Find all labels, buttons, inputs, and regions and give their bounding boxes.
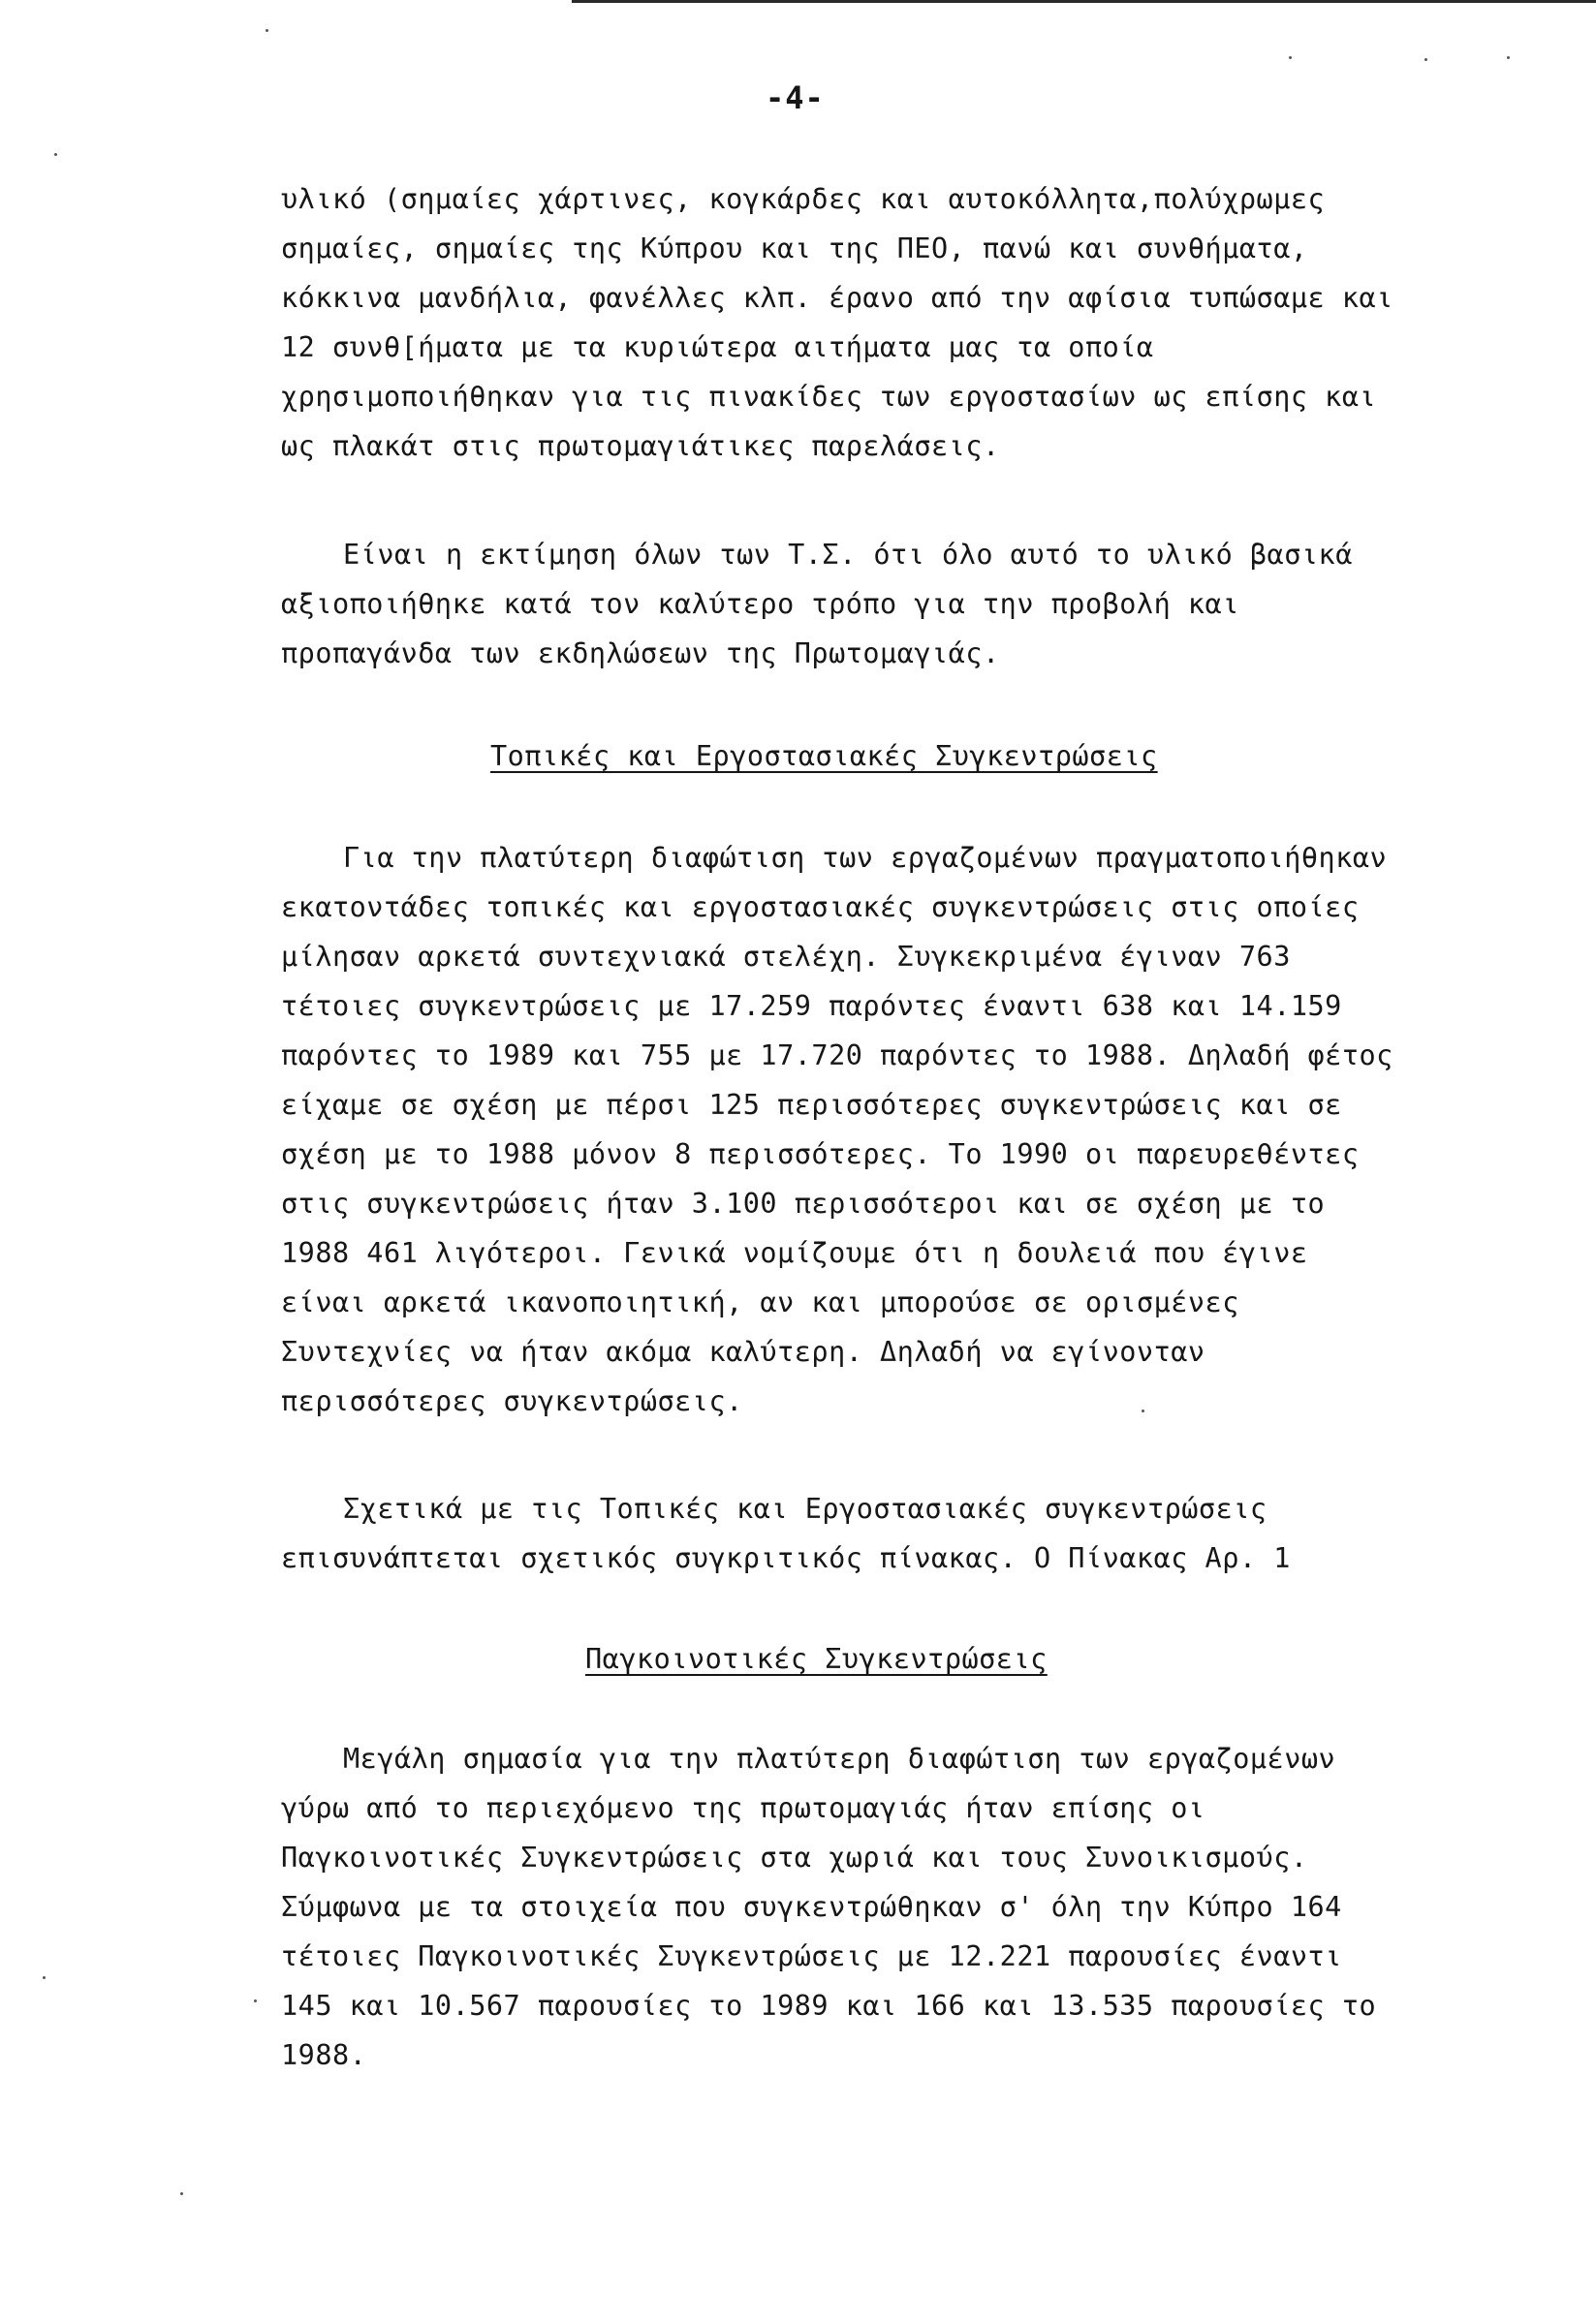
text-line: Συντεχνίες να ήταν ακόμα καλύτερη. Δηλαδή να εγίνονταν: [281, 1336, 1205, 1368]
scan-speck: [266, 29, 268, 32]
text-line: υλικό (σημαίες χάρτινες, κογκάρδες και αυτοκόλλητα,πολύχρωμες: [281, 183, 1326, 215]
top-edge-rule: [572, 0, 1596, 3]
page-number: -4-: [766, 79, 825, 116]
section-heading-local-factory-gatherings: Τοπικές και Εργοστασιακές Συγκεντρώσεις: [490, 740, 1158, 772]
text-line: Σύμφωνα με τα στοιχεία που συγκεντρώθηκαν σ' όλη την Κύπρο 164: [281, 1891, 1342, 1923]
text-line: στις συγκεντρώσεις ήταν 3.100 περισσότεροι και σε σχέση με το: [281, 1188, 1326, 1220]
scan-speck: [1424, 58, 1427, 61]
text-line: 1988.: [281, 2039, 367, 2071]
text-line: Παγκοινοτικές Συγκεντρώσεις στα χωριά και τους Συνοικισμούς.: [281, 1842, 1308, 1874]
scan-speck: [43, 1976, 46, 1979]
text-line: 145 και 10.567 παρουσίες το 1989 και 166 και 13.535 παρουσίες το: [281, 1990, 1377, 2022]
scan-speck: [54, 153, 57, 156]
section-heading-community-gatherings: Παγκοινοτικές Συγκεντρώσεις: [585, 1643, 1048, 1675]
scan-speck: [1507, 56, 1510, 59]
text-line: κόκκινα μανδήλια, φανέλλες κλπ. έρανο από την αφίσια τυπώσαμε και: [281, 282, 1393, 314]
text-line: Είναι η εκτίμηση όλων των Τ.Σ. ότι όλο αυτό το υλικό βασικά: [343, 539, 1353, 571]
text-line: τέτοιες Παγκοινοτικές Συγκεντρώσεις με 12.221 παρουσίες έναντι: [281, 1940, 1342, 1972]
text-line: Μεγάλη σημασία για την πλατύτερη διαφώτιση των εργαζομένων: [343, 1743, 1336, 1775]
text-line: είναι αρκετά ικανοποιητική, αν και μπορούσε σε ορισμένες: [281, 1286, 1239, 1318]
scan-speck: [180, 2192, 183, 2195]
text-line: γύρω από το περιεχόμενο της πρωτομαγιάς ήταν επίσης οι: [281, 1792, 1205, 1824]
text-line: περισσότερες συγκεντρώσεις.: [281, 1385, 743, 1417]
text-line: παρόντες το 1989 και 755 με 17.720 παρόντες το 1988. Δηλαδή φέτος: [281, 1039, 1393, 1071]
text-line: Σχετικά με τις Τοπικές και Εργοστασιακές συγκεντρώσεις: [343, 1493, 1267, 1525]
text-line: αξιοποιήθηκε κατά τον καλύτερο τρόπο για την προβολή και: [281, 588, 1239, 620]
text-line: σχέση με το 1988 μόνον 8 περισσότερες. Το 1990 οι παρευρεθέντες: [281, 1138, 1360, 1170]
text-line: προπαγάνδα των εκδηλώσεων της Πρωτομαγιάς.: [281, 637, 1000, 669]
text-line: εκατοντάδες τοπικές και εργοστασιακές συγκεντρώσεις στις οποίες: [281, 891, 1360, 923]
scan-speck: [254, 1999, 257, 2002]
text-line: τέτοιες συγκεντρώσεις με 17.259 παρόντες έναντι 638 και 14.159: [281, 990, 1342, 1022]
text-line: 1988 461 λιγότεροι. Γενικά νομίζουμε ότι η δουλειά που έγινε: [281, 1237, 1308, 1269]
text-line: μίλησαν αρκετά συντεχνιακά στελέχη. Συγκεκριμένα έγιναν 763: [281, 941, 1291, 973]
text-line: είχαμε σε σχέση με πέρσι 125 περισσότερες συγκεντρώσεις και σε: [281, 1089, 1342, 1121]
text-line: Για την πλατύτερη διαφώτιση των εργαζομένων πραγματοποιήθηκαν: [343, 842, 1388, 874]
text-line: χρησιμοποιήθηκαν για τις πινακίδες των εργοστασίων ως επίσης και: [281, 381, 1377, 413]
text-line: επισυνάπτεται σχετικός συγκριτικός πίνακας. Ο Πίνακας Αρ. 1: [281, 1542, 1291, 1574]
text-line: 12 συνθ[ήματα με τα κυριώτερα αιτήματα μας τα οποία: [281, 331, 1154, 363]
text-line: σημαίες, σημαίες της Κύπρου και της ΠΕΟ, πανώ και συνθήματα,: [281, 232, 1308, 264]
scan-speck: [1142, 1410, 1144, 1412]
text-line: ως πλακάτ στις πρωτομαγιάτικες παρελάσεις.: [281, 430, 1000, 462]
scan-speck: [1289, 56, 1292, 59]
